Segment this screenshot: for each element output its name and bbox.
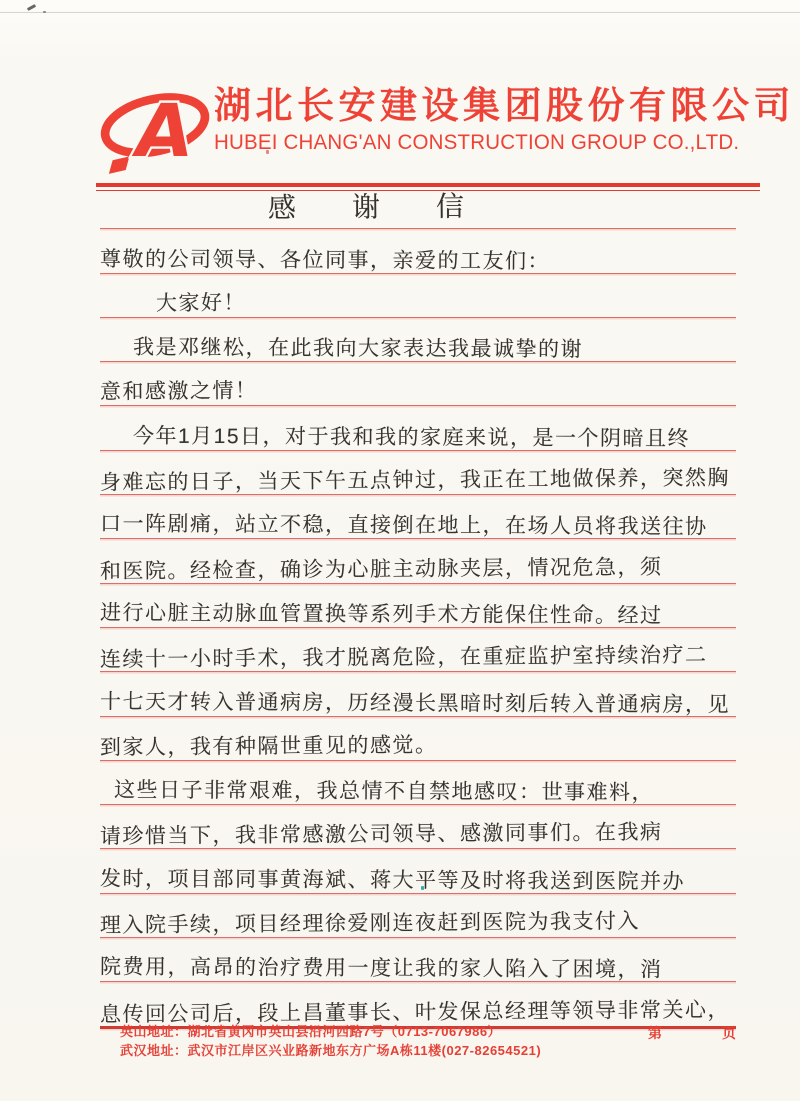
company-name-cn: 湖北长安建设集团股份有限公司 <box>214 85 795 126</box>
letter-line-text: 意和感激之情！ <box>99 379 258 405</box>
letter-line-text: 今年1月15日，对于我和我的家庭来说，是一个阴暗且终 <box>132 424 691 451</box>
letter-line-text: 息传回公司后，段上昌董事长、叶发保总经理等领导非常关心， <box>99 998 731 1027</box>
handwritten-letter-body <box>100 185 736 1029</box>
page-label-ye: 页 <box>722 1025 736 1041</box>
letter-line-text: 尊敬的公司领导、各位同事，亲爱的工友们： <box>99 247 551 273</box>
letter-line-text: 大家好！ <box>155 291 247 316</box>
letterhead-footer <box>120 1022 760 1060</box>
paper-edge-line <box>0 12 800 13</box>
letter-line-text: 我是邓继松，在此我向大家表达我最诚挚的谢 <box>132 336 584 362</box>
letter-line <box>100 318 736 362</box>
letter-line-text: 和医院。经检查，确诊为心脏主动脉夹层，情况危急，须 <box>99 555 663 583</box>
letter-line <box>100 495 736 539</box>
letter-line-text: 进行心脏主动脉血管置换等系列手术方能保住性命。经过 <box>99 601 663 628</box>
letter-line <box>100 761 736 805</box>
letter-line-text: 理入院手续，项目经理徐爱刚连夜赶到医院为我支付入 <box>99 909 641 938</box>
letter-line-text: 这些日子非常艰难，我总情不自禁地感叹：世事难料， <box>113 778 655 805</box>
yingshan-address: 英山地址：湖北省黄冈市英山县沿河西路7号（0713-7067986） <box>120 1024 502 1039</box>
letter-line <box>100 717 736 761</box>
letter-line-text: 请珍惜当下，我非常感激公司领导、感激同事们。在我病 <box>99 821 663 849</box>
letter-line <box>100 539 736 583</box>
letter-line <box>100 406 736 450</box>
letter-line-text: 连续十一小时手术，我才脱离危险，在重症监护室持续治疗二 <box>99 643 708 672</box>
letter-line-text: 十七天才转入普通病房，历经漫长黑暗时刻后转入普通病房，见 <box>99 689 731 717</box>
wuhan-address: 武汉地址：武汉市江岸区兴业路新地东方广场A栋11楼(027-82654521) <box>120 1043 542 1058</box>
letter-line-text: 院费用，高昂的治疗费用一度让我的家人陷入了困境，消 <box>99 955 663 982</box>
letter-line-text: 到家人，我有种隔世重见的感觉。 <box>99 733 438 760</box>
scan-artifact <box>43 11 46 13</box>
company-name-block <box>214 84 795 155</box>
letter-line <box>100 362 736 406</box>
letter-line <box>100 628 736 672</box>
page-label-di: 第 <box>648 1025 662 1041</box>
letter-line <box>100 938 736 982</box>
letter-line <box>100 229 736 273</box>
scan-artifact <box>27 4 36 11</box>
letter-line <box>100 805 736 849</box>
letter-line <box>100 274 736 318</box>
letter-line <box>100 672 736 716</box>
letter-line <box>100 584 736 628</box>
letter-title: 感谢信 <box>267 190 521 224</box>
letter-line-text: 发时，项目部同事黄海斌、蒋大平等及时将我送到医院并办 <box>99 867 686 894</box>
letter-line <box>100 894 736 938</box>
letter-title-row <box>100 185 736 229</box>
letter-line <box>100 849 736 893</box>
letter-line-text: 身难忘的日子，当天下午五点钟过，我正在工地做保养，突然胸 <box>99 466 731 495</box>
page-number-marker <box>648 1023 736 1043</box>
company-logo-icon <box>98 82 214 178</box>
letter-line <box>100 451 736 495</box>
svg-text:A: A <box>128 89 200 174</box>
company-name-en: HUBEI CHANG'AN CONSTRUCTION GROUP CO.,LTD. <box>214 130 740 155</box>
letter-line-text: 口一阵剧痛，站立不稳，直接倒在地上，在场人员将我送往协 <box>99 512 708 539</box>
